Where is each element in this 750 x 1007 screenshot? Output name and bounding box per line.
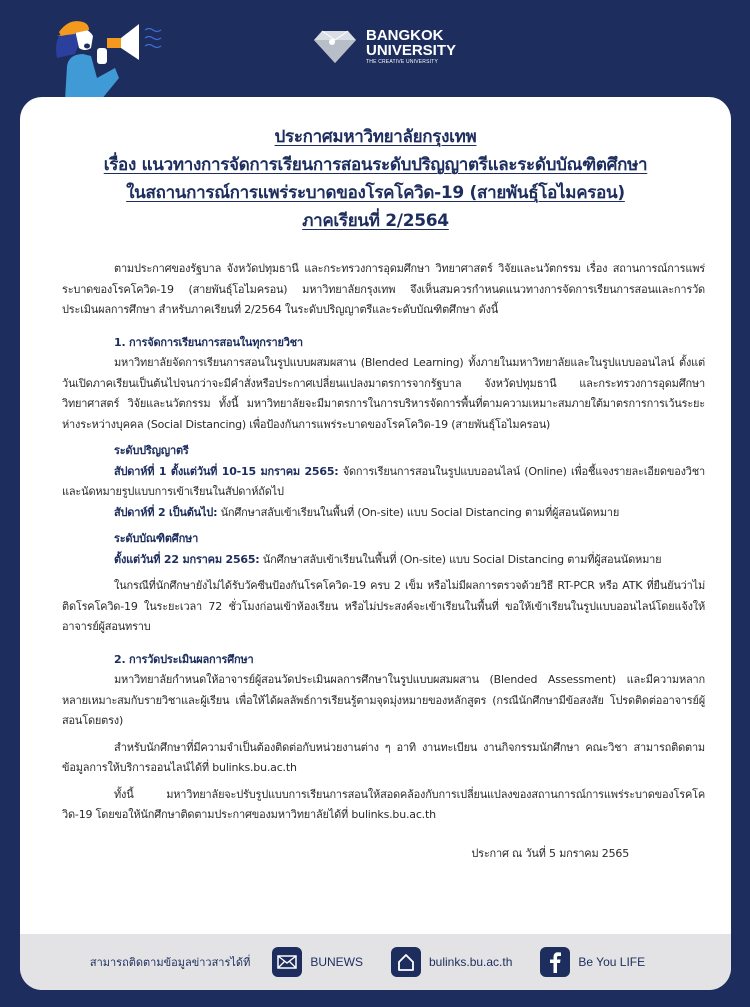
section-2-heading: 2. การวัดประเมินผลการศึกษา [114,652,254,666]
footer-bar [20,934,731,990]
title-line-3: ในสถานการณ์การแพร่ระบาดของโรคโควิด-19 (สายพันธุ์โอไมครอน) [126,183,625,203]
signature-date: ประกาศ ณ วันที่ 5 มกราคม 2565 [471,846,629,860]
mail-icon [272,947,302,977]
week-1-label: สัปดาห์ที่ 1 ตั้งแต่วันที่ 10-15 มกราคม 2565: [114,464,339,478]
contact-note: สำหรับนักศึกษาที่มีความจำเป็นต้องติดต่อกับหน่วยงานต่าง ๆ อาทิ งานทะเบียน งานกิจกรรมนักศึกษา คณะวิชา สามารถติดตามข้อมูลการให้บริการออนไลน์ได้ที่ bulinks.bu.ac.th [62,740,705,774]
footer-label: สามารถติดตามข้อมูลข่าวสารได้ที่ [89,957,251,969]
grad-heading: ระดับบัณฑิตศึกษา [114,532,199,545]
grad-from-label: ตั้งแต่วันที่ 22 มกราคม 2565: [114,552,260,566]
title-line-4: ภาคเรียนที่ 2/2564 [302,211,449,231]
vaccine-note: ในกรณีที่นักศึกษายังไม่ได้รับวัคซีนป้องกันโรคโควิด-19 ครบ 2 เข็ม หรือไม่มีผลการตรวจด้วยวิธี RT-PCR หรือ ATK ที่ยืนยันว่าไม่ติดโรคโควิด-19 ในระยะเวลา 72 ชั่วโมงก่อนเข้าห้องเรียน หรือไม่ประสงค์จะเข้าเรียนในพื้นที่ ขอให้เข้าเรียนในรูปแบบออนไลน์โดยแจ้งให้อาจารย์ผู้สอนทราบ [62,579,705,633]
megaphone-person-illustration [35,8,175,100]
announcement-title-block [20,123,731,235]
footer-link-label: Be You LIFE [578,955,646,969]
title-line-2: เรื่อง แนวทางการจัดการเรียนการสอนระดับปริญญาตรีและระดับบัณฑิตศึกษา [103,155,648,175]
undergrad-heading: ระดับปริญญาตรี [114,444,189,457]
footer-link-label: bulinks.bu.ac.th [429,955,513,969]
week-1-text: จัดการเรียนการสอนในรูปแบบออนไลน์ (Online) เพื่อชี้แจงรายละเอียดของวิชาและนัดหมายรูปแบบการเข้าเรียนในสัปดาห์ถัดไป [62,464,705,498]
section-1-heading: 1. การจัดการเรียนการสอนในทุกรายวิชา [114,335,303,349]
grad-from-text: นักศึกษาสลับเข้าเรียนในพื้นที่ (On-site) แบบ Social Distancing ตามที่ผู้สอนนัดหมาย [259,552,662,566]
logo-tagline: THE CREATIVE UNIVERSITY [366,59,439,65]
footer-link-bulinks[interactable] [391,947,512,977]
bangkok-university-logo [312,28,456,65]
section-2-text: มหาวิทยาลัยกำหนดให้อาจารย์ผู้สอนวัดประเมินผลการศึกษาในรูปแบบผสมผสาน (Blended Assessment) และมีความหลากหลายเหมาะสมกับรายวิชาและผู้เรียน เพื่อให้ได้ผลลัพธ์การเรียนรู้ตามจุดมุ่งหมายของหลักสูตร (กรณีนักศึกษามีข้อสงสัย โปรดติดต่ออาจารย์ผู้สอนโดยตรง) [62,673,705,727]
intro-paragraph: ตามประกาศของรัฐบาล จังหวัดปทุมธานี และกระทรวงการอุดมศึกษา วิทยาศาสตร์ วิจัยและนวัตกรรม เรื่อง สถานการณ์การแพร่ระบาดของโรคโควิด-19 (สายพันธุ์โอไมครอน) มหาวิทยาลัยกรุงเทพ จึงเห็นสมควรกำหนดแนวทางการจัดการเรียนการสอนและการวัดประเมินผลการศึกษา สำหรับภาคเรียนที่ 2/2564 ในระดับปริญญาตรีและระดับบัณฑิตศึกษา ดังนี้ [62,262,705,316]
diamond-icon [312,30,358,64]
section-1-text: มหาวิทยาลัยจัดการเรียนการสอนในรูปแบบผสมผสาน (Blended Learning) ทั้งภายในมหาวิทยาลัยและในรูปแบบออนไลน์ ตั้งแต่วันเปิดภาคเรียนเป็นต้นไปจนกว่าจะมีคำสั่งหรือประกาศเปลี่ยนแปลงมาตรการจากรัฐบาล จังหวัดปทุมธานี และกระทรวงการอุดมศึกษา วิทยาศาสตร์ วิจัยและนวัตกรรม ทั้งนี้ มหาวิทยาลัยจะมีมาตรการในการบริหารจัดการพื้นที่ตามความเหมาะสมภายใต้มาตรการการเว้นระยะห่างระหว่างบุคคล (Social Distancing) เพื่อป้องกันการแพร่ระบาดของโรคโควิด-19 (สายพันธุ์โอไมครอน) [62,356,705,431]
footer-link-bunews[interactable] [272,947,363,977]
week-2-text: นักศึกษาสลับเข้าเรียนในพื้นที่ (On-site) แบบ Social Distancing ตามที่ผู้สอนนัดหมาย [217,505,620,519]
undergrad-week-1 [62,462,705,503]
announcement-body [62,259,705,864]
title-line-1: ประกาศมหาวิทยาลัยกรุงเทพ [274,127,477,147]
logo-line-1: BANGKOK [366,27,444,44]
announcement-card [20,97,731,990]
closing-note: ทั้งนี้ มหาวิทยาลัยจะปรับรูปแบบการเรียนการสอนให้สอดคล้องกับการเปลี่ยนแปลงของสถานการณ์การแพร่ระบาดของโรคโควิด-19 โดยขอให้นักศึกษาติดตามประกาศของมหาวิทยาลัยได้ที่ bulinks.bu.ac.th [62,787,705,821]
facebook-icon [540,947,570,977]
week-2-label: สัปดาห์ที่ 2 เป็นต้นไป: [114,505,218,519]
logo-line-2: UNIVERSITY [366,42,457,59]
footer-link-facebook[interactable] [540,947,645,977]
footer-link-label: BUNEWS [310,955,363,969]
grad-schedule [62,550,705,571]
undergrad-week-2 [62,503,705,524]
home-icon [391,947,421,977]
